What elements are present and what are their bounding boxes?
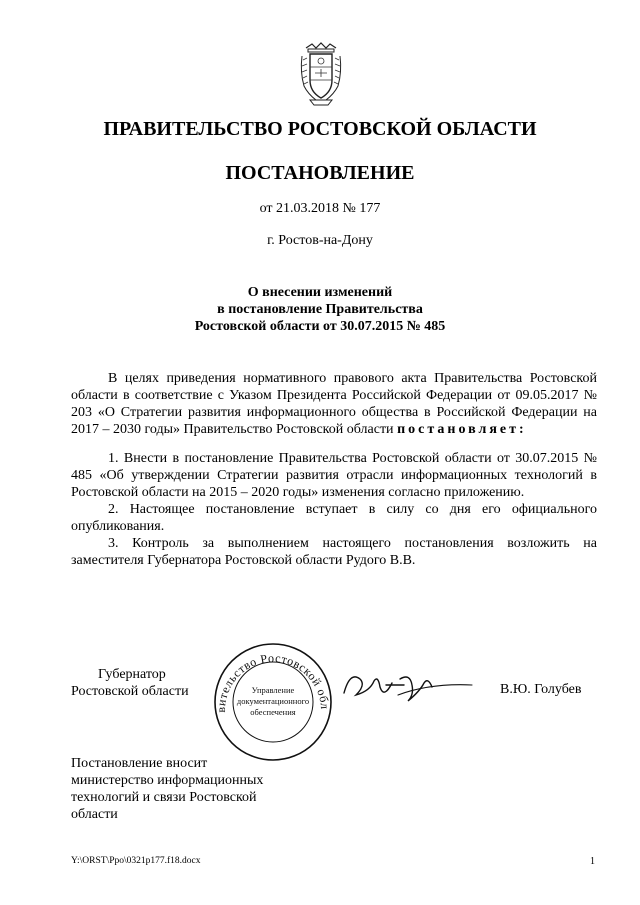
document-date-number: от 21.03.2018 № 177: [259, 201, 381, 216]
signatory-position: [71, 666, 211, 700]
clause-1: 1. Внести в постановление Правительства Ростовской области от 30.07.2015 № 485 «Об утверждении Стратегии развития отрасли информационных технологий в Ростовской области на 2015 – 2020 годы» изменения согласно приложению.: [71, 451, 597, 500]
position-line-1: Губернатор: [98, 667, 166, 682]
submitted-line-2: министерство информационных: [71, 773, 264, 788]
clause-2: 2. Настоящее постановление вступает в силу со дня его официального опубликования.: [71, 502, 597, 534]
clause-3: 3. Контроль за выполнением настоящего постановления возложить на заместителя Губернатора Ростовской области Рудого В.В.: [71, 536, 597, 568]
stamp-inner-line-2: документационного: [236, 696, 310, 706]
document-body: [71, 370, 597, 569]
document-city: г. Ростов-на-Дону: [267, 233, 373, 248]
position-line-2: Ростовской области: [71, 684, 189, 699]
coat-of-arms-emblem: [298, 42, 344, 106]
submitted-line-4: области: [71, 807, 118, 822]
preamble-text: В целях приведения нормативного правового акта Правительства Ростовской области в соответствие с Указом Президента Российской Федерации от 09.05.2017 № 203 «О Стратегии развития информационного общества в Российской Федерации на 2017 – 2030 годы» Правительство Ростовской области: [71, 371, 597, 437]
footer-file-path: Y:\ORST\Ppo\0321p177.f18.docx: [71, 856, 201, 866]
resolves-word: постановляет:: [397, 422, 527, 437]
handwritten-signature: [340, 665, 475, 707]
signer-name: В.Ю. Голубев: [500, 682, 582, 697]
submitted-by-block: [71, 755, 301, 823]
document-subject-title: [0, 285, 640, 336]
title-line-1: О внесении изменений: [247, 285, 393, 300]
page-number: 1: [590, 856, 595, 867]
preamble-paragraph: [71, 370, 597, 438]
submitted-line-3: технологий и связи Ростовской: [71, 790, 257, 805]
title-line-3: Ростовской области от 30.07.2015 № 485: [194, 319, 446, 334]
stamp-inner-line-1: Управление: [251, 685, 295, 695]
document-type: ПОСТАНОВЛЕНИЕ: [225, 162, 415, 184]
submitted-line-1: Постановление вносит: [71, 756, 208, 771]
title-line-2: в постановление Правительства: [217, 302, 423, 317]
organization-title: ПРАВИТЕЛЬСТВО РОСТОВСКОЙ ОБЛАСТИ: [103, 118, 537, 140]
stamp-outer-text: вительство Ростовской обл: [213, 650, 333, 713]
stamp-inner-line-3: обеспечения: [250, 707, 296, 717]
official-stamp: [207, 640, 335, 762]
